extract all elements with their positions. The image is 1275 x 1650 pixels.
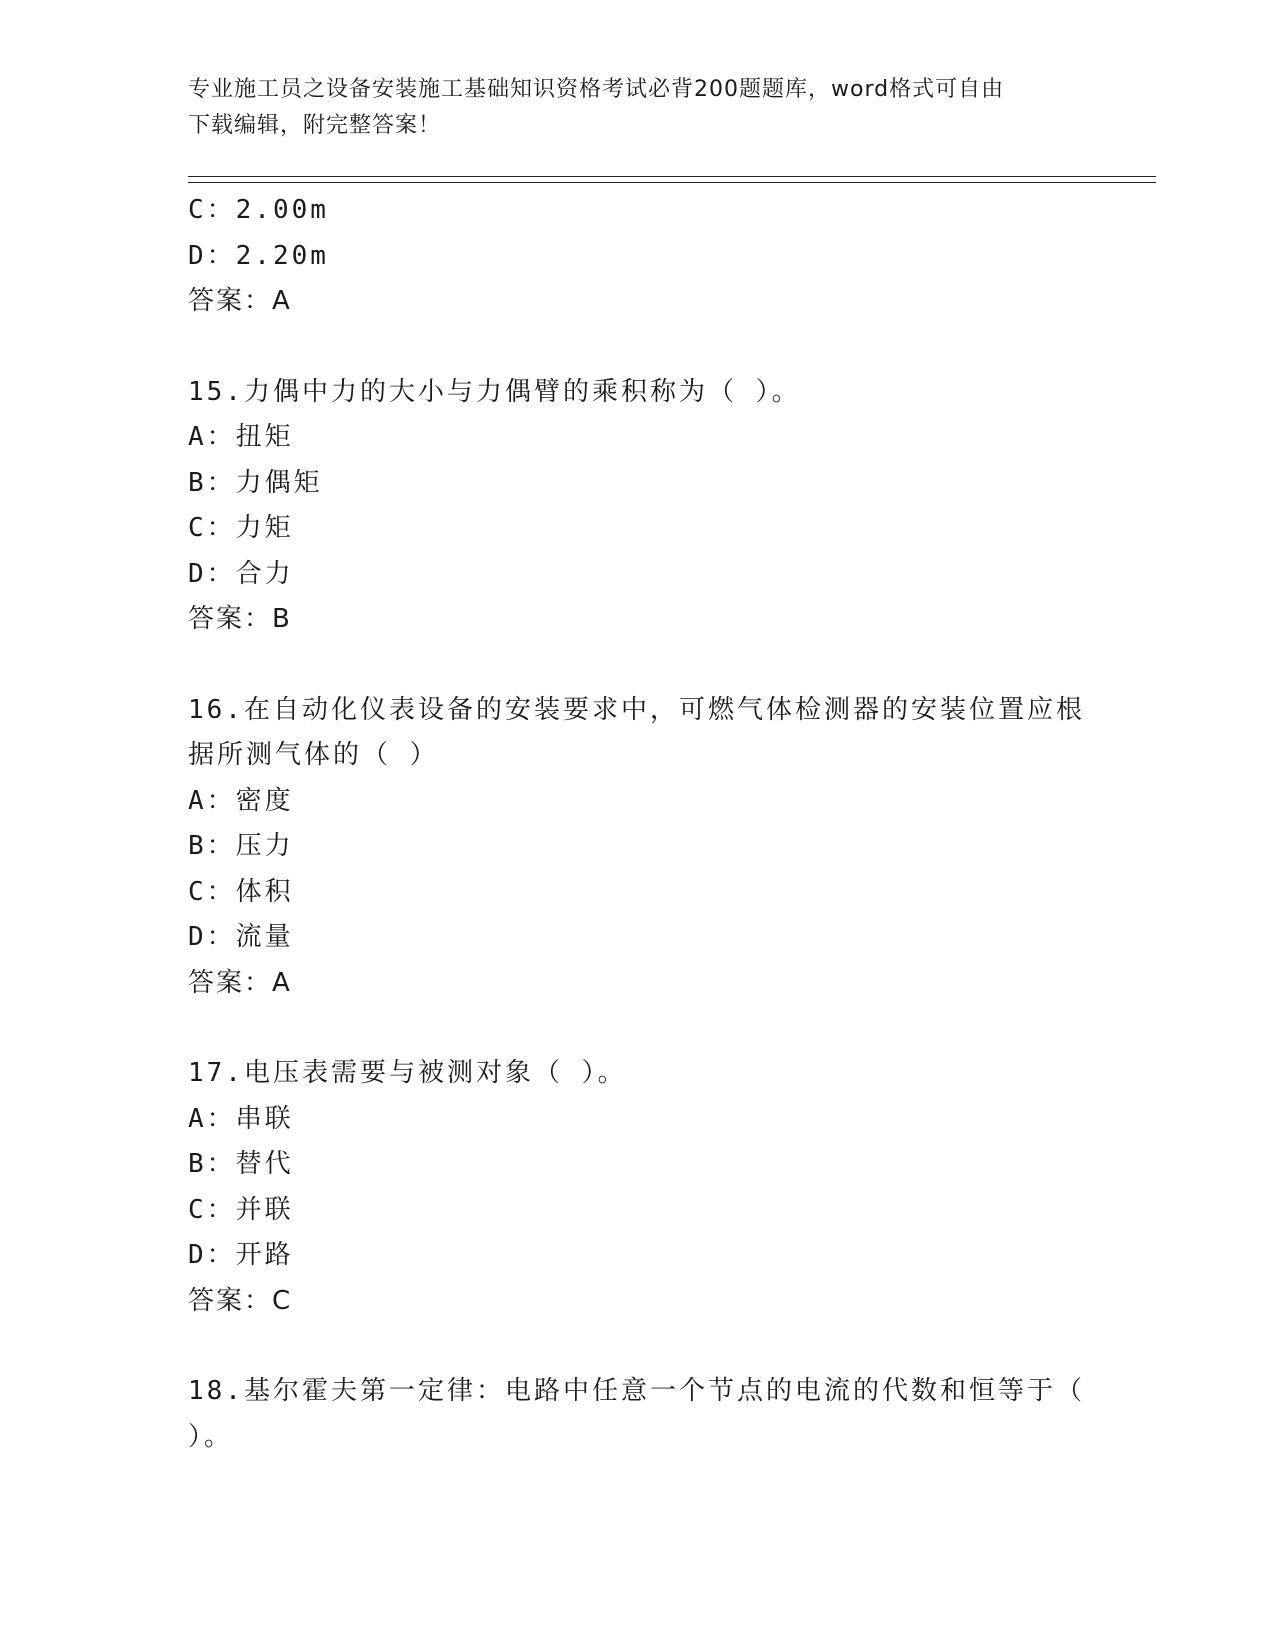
option-a: A：串联 [188,1103,294,1134]
option-b: B：压力 [188,831,294,861]
question-stem-line-2: ）。 [188,1421,234,1452]
question-stem: 17.电压表需要与被测对象（ ）。 [188,1058,627,1088]
option-a: A：扭矩 [188,422,294,452]
option-a: A：密度 [188,785,294,816]
option-c: C：2.00m [188,195,329,225]
option-c: C：体积 [188,876,294,907]
option-d: D：流量 [188,922,294,952]
answer: 答案：C [188,1285,293,1316]
question-stem-line-1: 16.在自动化仪表设备的安装要求中，可燃气体检测器的安装位置应根 [188,694,1085,725]
question-list [188,188,1088,1460]
option-d: D：开路 [188,1240,294,1270]
question-16 [188,688,1088,1007]
option-d: D：合力 [188,558,294,589]
option-d: D：2.20m [188,240,329,271]
question-17 [188,1051,1088,1324]
option-c: C：力矩 [188,513,294,543]
question-stem-line-1: 18.基尔霍夫第一定律：电路中任意一个节点的电流的代数和恒等于（ [188,1376,1085,1406]
document-header [188,72,1068,144]
header-line-2: 下载编辑，附完整答案！ [188,113,442,138]
question-stem: 15.力偶中力的大小与力偶臂的乘积称为（ ）。 [188,376,801,407]
question-stem-line-2: 据所测气体的（ ） [188,740,439,770]
question-14-tail [188,188,1088,325]
answer: 答案：A [188,286,292,316]
option-b: B：力偶矩 [188,467,323,498]
option-c: C：并联 [188,1194,294,1225]
answer: 答案：B [188,604,292,634]
header-line-1: 专业施工员之设备安装施工基础知识资格考试必背200题题库，word格式可自由 [188,77,1005,102]
question-15 [188,370,1088,643]
header-divider-bottom [188,182,1156,183]
option-b: B：替代 [188,1149,294,1179]
answer: 答案：A [188,967,292,998]
question-18 [188,1369,1088,1460]
header-divider-top [188,176,1156,177]
